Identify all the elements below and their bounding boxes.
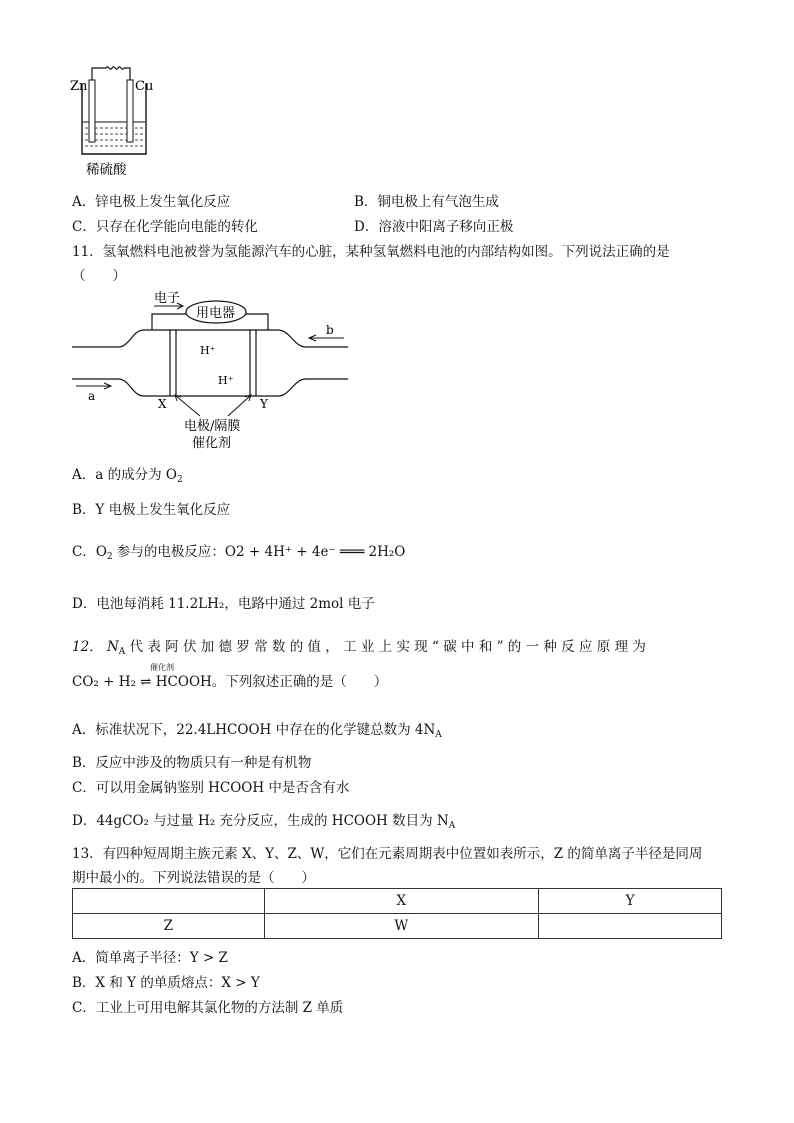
h-plus-2: H⁺ [218,374,234,387]
table-cell [539,914,722,939]
q11-option-c: C．$O_2$ 参与的电极反应：O2 + 4H⁺ + 4e⁻ ═══ 2H₂O [72,544,406,562]
q12-option-d: D．44gCO₂ 与过量 H₂ 充分反应，生成的 HCOOH 数目为 $N_A$ [72,813,456,831]
q10-option-c: C．只存在化学能向电能的转化 [72,219,258,235]
q12-stem-line1: 12． $N_A$ 代 表 阿 伏 加 德 罗 常 数 的 值 ， 工 业 上 实 现 “ 碳 中 和 ” 的 一 种 反 应 原 理 为 [72,639,646,657]
inlet-a-label: a [88,389,96,403]
fuel-cell-figure [70,286,360,456]
table-cell: Y [539,889,722,914]
zn-label: Zn [70,79,88,94]
q12-option-b: B．反应中涉及的物质只有一种是有机物 [72,755,312,771]
q10-option-d: D．溶液中阳离子移向正极 [354,219,514,235]
zn-cu-cell-figure [68,62,168,180]
q11-stem: 11．氢氧燃料电池被誉为氢能源汽车的心脏，某种氢氧燃料电池的内部结构如图。下列说法正确的是 [72,244,670,260]
q11-paren: （ ） [72,268,126,284]
q11-option-a: A．a 的成分为 $O_2$ [72,467,183,485]
q13-option-a: A．简单离子半径：Y > Z [72,950,228,966]
electron-label: 电子 [154,291,181,306]
table-cell: X [264,889,539,914]
table-row [73,914,722,939]
figure-caption: 稀硫酸 [86,162,127,178]
device-label: 用电器 [196,306,236,321]
table-cell [73,889,265,914]
electrode-y-label: Y [260,397,268,411]
q12-option-a: A．标准状况下，22.4LHCOOH 中存在的化学键总数为 $4N_A$ [72,722,442,740]
table-row [73,889,722,914]
table-cell: Z [73,914,265,939]
q11-option-b: B．Y 电极上发生氧化反应 [72,502,231,518]
q13-option-b: B．X 和 Y 的单质熔点：X > Y [72,975,260,991]
catalyst-label: 催化剂 [192,436,232,451]
h-plus-1: H⁺ [200,344,216,357]
electrode-membrane-label: 电极/隔膜 [184,419,241,434]
q12-option-c: C．可以用金属钠鉴别 HCOOH 中是否含有水 [72,780,350,796]
q10-option-b: B．铜电极上有气泡生成 [354,194,499,210]
periodic-table-fragment [72,888,722,939]
q13-stem-line2: 期中最小的。下列说法错误的是（ ） [72,870,315,886]
q12-stem-line2: CO₂ + H₂ ⇌ HCOOH。下列叙述正确的是（ ） [72,674,388,690]
electrode-x-label: X [158,397,167,411]
table-cell: W [264,914,539,939]
q10-option-a: A．锌电极上发生氧化反应 [72,194,231,210]
cu-label: Cu [135,79,154,94]
q11-option-d: D．电池每消耗 11.2LH₂，电路中通过 2mol 电子 [72,596,375,612]
catalyst-annotation: 催化剂 [150,663,174,672]
inlet-b-label: b [326,323,334,337]
q13-option-c: C．工业上可用电解其氯化物的方法制 Z 单质 [72,1000,344,1016]
q13-stem-line1: 13．有四种短周期主族元素 X、Y、Z、W，它们在元素周期表中位置如表所示，Z 的简单离子半径是同周 [72,846,703,862]
